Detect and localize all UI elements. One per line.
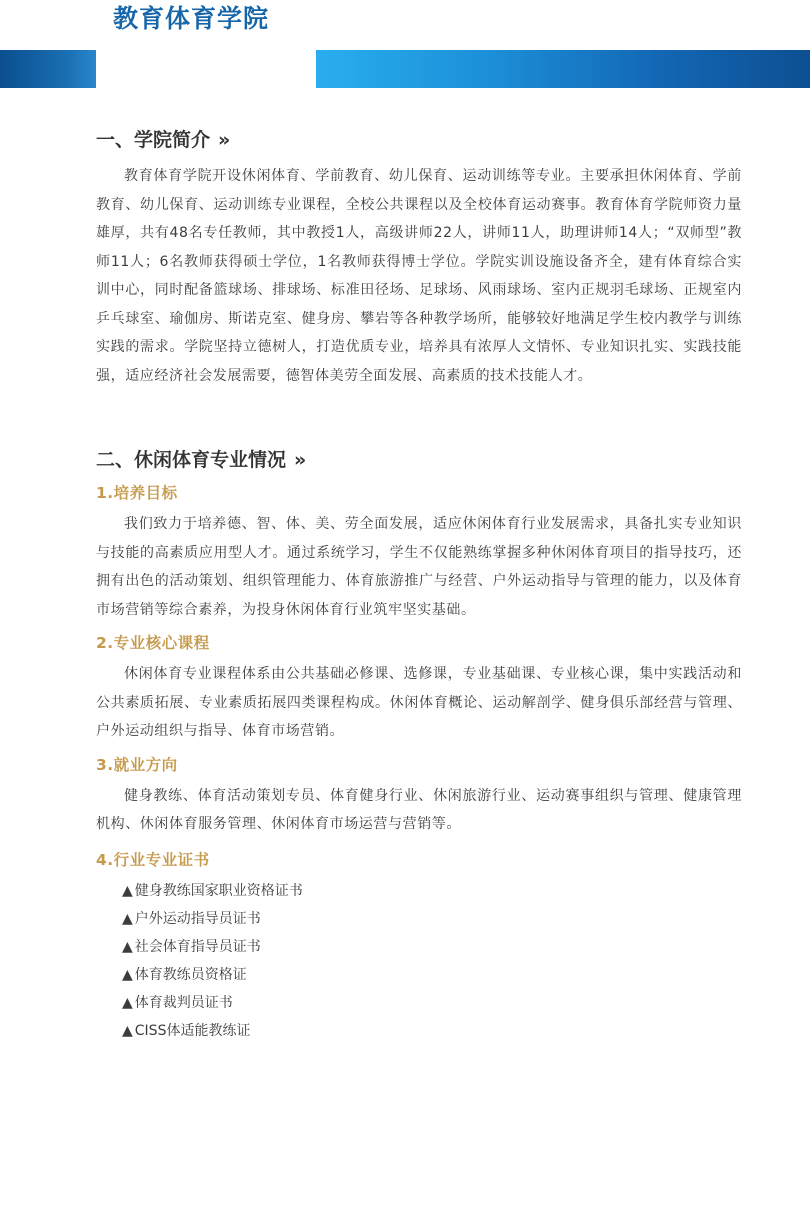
page-title: 教育体育学院 (113, 4, 270, 33)
banner-title-box (101, 50, 311, 88)
section-major-title (96, 442, 742, 478)
triangle-bullet-icon: ▲ (122, 966, 133, 983)
list-item (122, 989, 742, 1017)
banner-right-bar (316, 50, 810, 88)
list-item (122, 877, 742, 905)
certificate-label: 社会体育指导员证书 (134, 938, 261, 955)
triangle-bullet-icon: ▲ (122, 910, 133, 927)
triangle-bullet-icon: ▲ (122, 938, 133, 955)
subsection-certificates-title: 4.行业专业证书 (96, 850, 210, 869)
chevron-right-icon: » (218, 129, 231, 151)
certificate-label: 体育教练员资格证 (134, 966, 247, 983)
subsection-goal-title: 1.培养目标 (96, 484, 178, 502)
subsection-courses-title: 2.专业核心课程 (96, 634, 210, 652)
courses-paragraph: 休闲体育专业课程体系由公共基础必修课、选修课，专业基础课、专业核心课，集中实践活动和公共素质拓展、专业素质拓展四类课程构成。休闲体育概论、运动解剖学、健身俱乐部经营与管理、户外运动组织与指导、体育市场营销。 (96, 666, 742, 739)
certificate-list (96, 877, 742, 1045)
chevron-right-icon: » (294, 449, 307, 471)
section-major-title-text: 二、休闲体育专业情况 (96, 449, 287, 471)
triangle-bullet-icon: ▲ (122, 882, 133, 899)
triangle-bullet-icon: ▲ (122, 994, 133, 1011)
certificate-label: CISS体适能教练证 (134, 1022, 251, 1039)
goal-paragraph: 我们致力于培养德、智、体、美、劳全面发展，适应休闲体育行业发展需求，具备扎实专业知识与技能的高素质应用型人才。通过系统学习，学生不仅能熟练掌握多种休闲体育项目的指导技巧，还拥有出色的活动策划、组织管理能力、体育旅游推广与经营、户外运动指导与管理的能力，以及体育市场营销等综合素养，为投身休闲体育行业筑牢坚实基础。 (96, 516, 742, 618)
certificate-label: 户外运动指导员证书 (134, 910, 261, 927)
list-item (122, 905, 742, 933)
header-banner (0, 50, 810, 88)
certificate-label: 体育裁判员证书 (134, 994, 233, 1011)
certificate-label: 健身教练国家职业资格证书 (134, 882, 303, 899)
intro-paragraph: 教育体育学院开设休闲体育、学前教育、幼儿保育、运动训练等专业。主要承担休闲体育、学前教育、幼儿保育、运动训练专业课程，全校公共课程以及全校体育运动赛事。教育体育学院师资力量雄厚，共有48名专任教师，其中教授1人，高级讲师22人，讲师11人，助理讲师14人；“双师型”教师11人；6名教师获得硕士学位，1名教师获得博士学位。学院实训设施设备齐全，建有体育综合实训中心，同时配备篮球场、排球场、标准田径场、足球场、风雨球场、室内正规羽毛球场、正规室内乒乓球室、瑜伽房、斯诺克室、健身房、攀岩等各种教学场所，能够较好地满足学生校内教学与训练实践的需求。学院坚持立德树人，打造优质专业，培养具有浓厚人文情怀、专业知识扎实、实践技能强，适应经济社会发展需要，德智体美劳全面发展、高素质的技术技能人才。 (96, 168, 742, 384)
section-intro-title-text: 一、学院简介 (96, 129, 211, 151)
triangle-bullet-icon: ▲ (122, 1022, 133, 1039)
main-content (96, 122, 742, 1045)
subsection-career-title: 3.就业方向 (96, 755, 178, 774)
list-item (122, 961, 742, 989)
list-item (122, 933, 742, 961)
section-intro-title (96, 122, 742, 158)
banner-left-bar (0, 50, 96, 88)
list-item (122, 1017, 742, 1045)
career-paragraph: 健身教练、体育活动策划专员、体育健身行业、休闲旅游行业、运动赛事组织与管理、健康管理机构、休闲体育服务管理、休闲体育市场运营与营销等。 (96, 787, 742, 832)
